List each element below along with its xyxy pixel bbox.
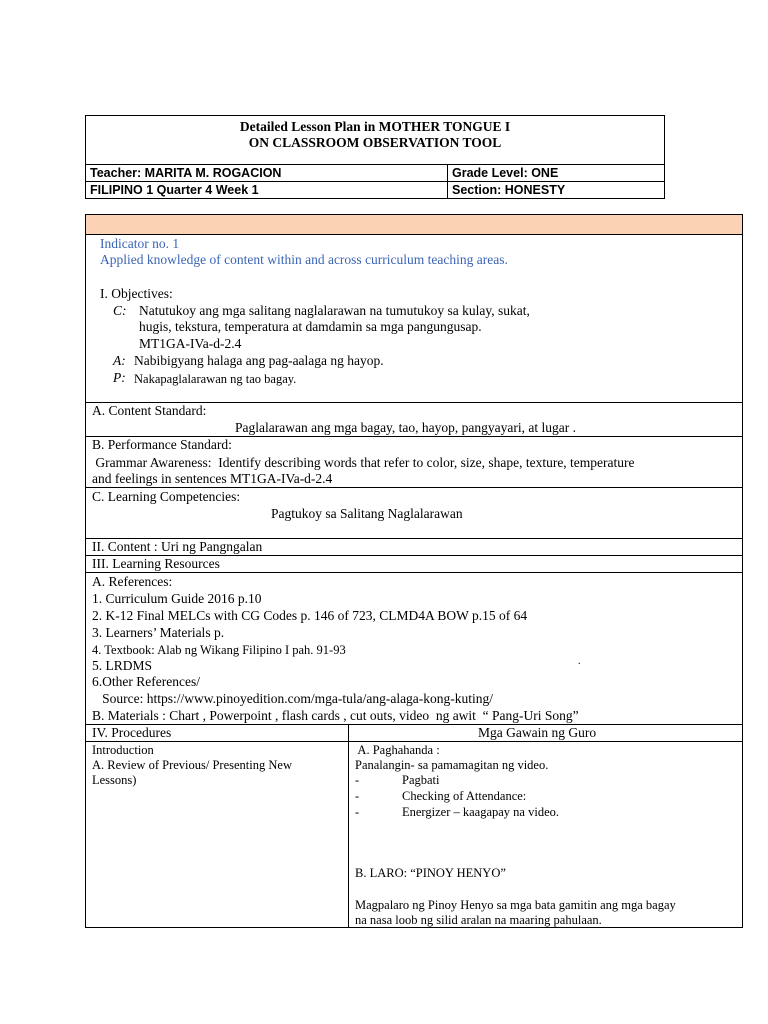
panalangin-text: Panalangin- sa pamamagitan ng video. bbox=[355, 758, 549, 772]
references-heading: A. References: bbox=[92, 574, 173, 589]
performance-standard-line-1: Grammar Awareness: Identify describing words that refer to color, size, shape, texture, temperature bbox=[92, 455, 635, 470]
performance-standard-heading: B. Performance Standard: bbox=[92, 437, 232, 452]
indicator-label: Indicator no. 1 bbox=[100, 236, 180, 251]
performance-standard-line-2: and feelings in sentences MT1GA-IVa-d-2.4 bbox=[92, 471, 333, 486]
content-standard-heading: A. Content Standard: bbox=[92, 403, 207, 418]
content-standard-text: Paglalarawan ang mga bagay, tao, hayop, pangyayari, at lugar . bbox=[235, 420, 576, 435]
objective-p-text: Nakapaglalarawan ng tao bagay. bbox=[134, 372, 297, 386]
learning-resources-row: III. Learning Resources bbox=[92, 556, 220, 571]
divider bbox=[86, 724, 742, 725]
bullet-dash: - bbox=[355, 773, 360, 787]
objectives-heading: I. Objectives: bbox=[100, 286, 173, 301]
paghahanda-heading: A. Paghahanda : bbox=[355, 743, 440, 757]
subject-cell: FILIPINO 1 Quarter 4 Week 1 bbox=[85, 181, 448, 199]
objective-c-line-2: hugis, tekstura, temperatura at damdamin sa mga pangungusap. bbox=[139, 319, 482, 334]
learning-competencies-heading: C. Learning Competencies: bbox=[92, 489, 241, 504]
magpalaro-line-1: Magpalaro ng Pinoy Henyo sa mga bata gamitin ang mga bagay bbox=[355, 898, 676, 912]
indicator-text: Applied knowledge of content within and across curriculum teaching areas. bbox=[100, 252, 508, 267]
procedures-heading: IV. Procedures bbox=[92, 725, 172, 740]
introduction-label: Introduction bbox=[92, 743, 154, 757]
divider bbox=[86, 572, 742, 573]
laro-heading: B. LARO: “PINOY HENYO” bbox=[355, 866, 506, 880]
objective-p-marker: P: bbox=[113, 370, 126, 385]
reference-item: 4. Textbook: Alab ng Wikang Filipino I pah. 91-93 bbox=[92, 643, 346, 657]
teacher-cell: Teacher: MARITA M. ROGACION bbox=[85, 164, 448, 182]
bullet-dash: - bbox=[355, 805, 360, 819]
objective-c-line-1: Natutukoy ang mga salitang naglalarawan na tumutukoy sa kulay, sukat, bbox=[139, 303, 530, 318]
procedures-column-divider bbox=[348, 725, 349, 927]
review-label-line-2: Lessons) bbox=[92, 773, 137, 787]
bullet-dash: - bbox=[355, 789, 360, 803]
divider bbox=[86, 487, 742, 488]
stray-dot: . bbox=[578, 656, 581, 667]
objective-c-code: MT1GA-IVa-d-2.4 bbox=[139, 336, 242, 351]
section-cell: Section: HONESTY bbox=[447, 181, 665, 199]
review-label-line-1: A. Review of Previous/ Presenting New bbox=[92, 758, 292, 772]
orange-header-band bbox=[86, 215, 742, 234]
reference-item: 6.Other References/ bbox=[92, 674, 200, 689]
lesson-plan-title bbox=[85, 115, 665, 165]
learning-competencies-text: Pagtukoy sa Salitang Naglalarawan bbox=[271, 506, 463, 521]
activity-item: Pagbati bbox=[402, 773, 440, 787]
title-line-1: Detailed Lesson Plan in MOTHER TONGUE I bbox=[239, 119, 511, 134]
materials-row: B. Materials : Chart , Powerpoint , flash cards , cut outs, video ng awit “ Pang-Uri Song” bbox=[92, 708, 579, 723]
objective-a-marker: A: bbox=[113, 353, 126, 368]
grade-level-cell: Grade Level: ONE bbox=[447, 164, 665, 182]
activity-item: Checking of Attendance: bbox=[402, 789, 527, 803]
reference-item: 1. Curriculum Guide 2016 p.10 bbox=[92, 591, 262, 606]
objective-c-marker: C: bbox=[113, 303, 127, 318]
title-line-2: ON CLASSROOM OBSERVATION TOOL bbox=[248, 135, 502, 150]
teacher-activities-heading: Mga Gawain ng Guro bbox=[478, 725, 597, 740]
content-row: II. Content : Uri ng Pangngalan bbox=[92, 539, 263, 554]
reference-source-link[interactable]: Source: https://www.pinoyedition.com/mga-tula/ang-alaga-kong-kuting/ bbox=[92, 691, 494, 706]
magpalaro-line-2: na nasa loob ng silid aralan na maaring pahulaan. bbox=[355, 913, 602, 927]
reference-item: 5. LRDMS bbox=[92, 658, 153, 673]
divider bbox=[86, 234, 742, 235]
objective-a-text: Nabibigyang halaga ang pag-aalaga ng hayop. bbox=[134, 353, 384, 368]
activity-item: Energizer – kaagapay na video. bbox=[402, 805, 559, 819]
reference-item: 2. K-12 Final MELCs with CG Codes p. 146 of 723, CLMD4A BOW p.15 of 64 bbox=[92, 608, 528, 623]
reference-item: 3. Learners’ Materials p. bbox=[92, 625, 225, 640]
